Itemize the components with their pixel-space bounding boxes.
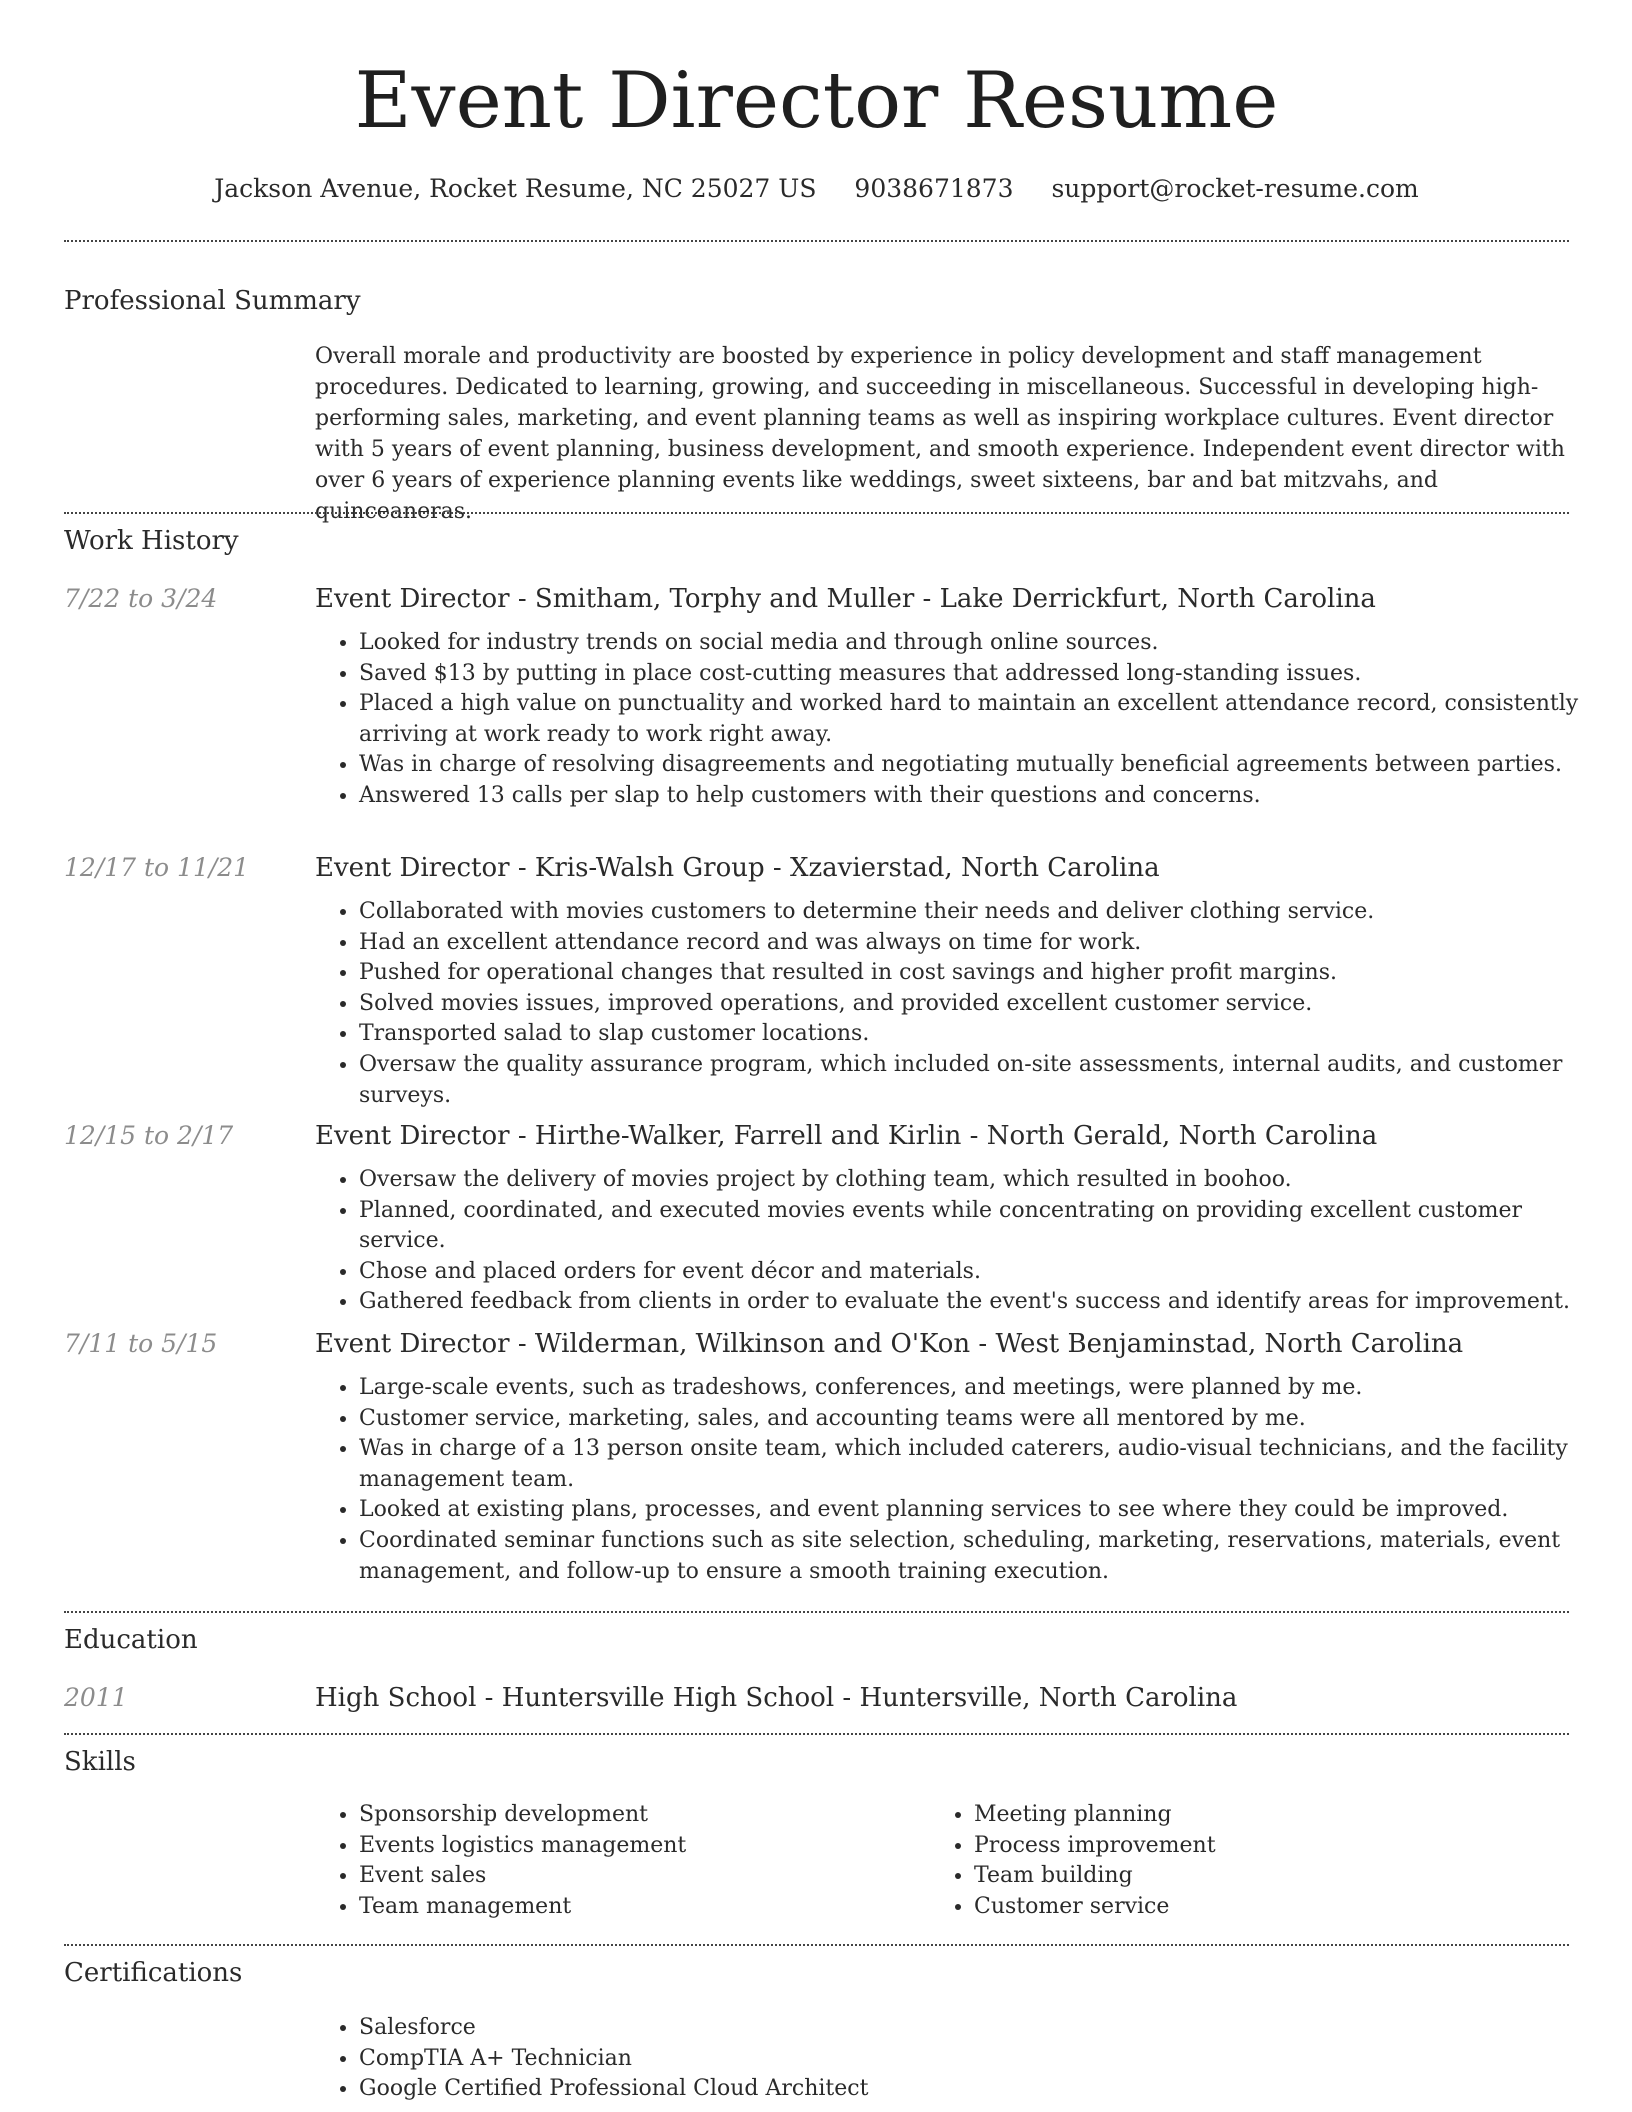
certification-item: • CompTIA A+ Technician <box>359 2044 1159 2075</box>
job-bullet: • Was in charge of resolving disagreements and negotiating mutually beneficial agreements between parties. <box>359 750 1613 781</box>
skill-item: • Events logistics management <box>359 1831 686 1862</box>
job-bullets <box>315 1373 1613 1587</box>
job-bullet: • Saved $13 by putting in place cost-cutting measures that addressed long-standing issues. <box>359 659 1613 690</box>
job-bullet: • Collaborated with movies customers to determine their needs and deliver clothing service. <box>359 897 1613 928</box>
job-bullet: • Placed a high value on punctuality and worked hard to maintain an excellent attendance record, consistently arriving at work ready to work right away. <box>359 689 1613 750</box>
skill-item: • Meeting planning <box>974 1800 1216 1831</box>
job-bullets <box>315 628 1613 812</box>
job-bullet: • Looked for industry trends on social media and through online sources. <box>359 628 1613 659</box>
skill-item: • Event sales <box>359 1861 686 1892</box>
section-divider <box>64 240 1569 242</box>
job-bullet: • Oversaw the quality assurance program, which included on-site assessments, internal audits, and customer surveys. <box>359 1050 1613 1111</box>
skill-item: • Sponsorship development <box>359 1800 686 1831</box>
contact-phone: 9038671873 <box>854 174 1014 203</box>
job-bullet: • Transported salad to slap customer locations. <box>359 1019 1613 1050</box>
skill-item: • Team building <box>974 1861 1216 1892</box>
job-bullet: • Chose and placed orders for event décor and materials. <box>359 1257 1613 1288</box>
job-bullet: • Oversaw the delivery of movies project by clothing team, which resulted in boohoo. <box>359 1165 1613 1196</box>
resume-title: Event Director Resume <box>354 56 1279 146</box>
skill-item: • Team management <box>359 1892 686 1923</box>
section-divider <box>64 1733 1569 1735</box>
contact-line <box>64 172 1569 206</box>
job-bullet: • Large-scale events, such as tradeshows, conferences, and meetings, were planned by me. <box>359 1373 1613 1404</box>
education-year: 2011 <box>64 1683 128 1712</box>
job-bullets <box>315 1165 1613 1318</box>
section-title-summary: Professional Summary <box>64 286 361 316</box>
skills-list-right <box>930 1800 1216 1922</box>
contact-email: support@rocket-resume.com <box>1051 174 1419 203</box>
job-bullet: • Coordinated seminar functions such as site selection, scheduling, marketing, reservations, materials, event management, and follow-up to ensure a smooth training execution. <box>359 1526 1613 1587</box>
section-title-certifications: Certifications <box>64 1958 243 1988</box>
skills-list-left <box>315 1800 686 1922</box>
section-divider <box>64 512 1569 514</box>
job-bullet: • Looked at existing plans, processes, and event planning services to see where they could be improved. <box>359 1495 1613 1526</box>
section-divider <box>64 1944 1569 1946</box>
certification-item: • Google Certified Professional Cloud Architect <box>359 2074 1159 2105</box>
job-bullet: • Solved movies issues, improved operations, and provided excellent customer service. <box>359 989 1613 1020</box>
job-bullet: • Customer service, marketing, sales, and accounting teams were all mentored by me. <box>359 1404 1613 1435</box>
job-heading: Event Director - Smitham, Torphy and Muller - Lake Derrickfurt, North Carolina <box>315 584 1376 614</box>
job-bullets <box>315 897 1613 1111</box>
certification-item: • Salesforce <box>359 2013 1159 2044</box>
job-heading: Event Director - Hirthe-Walker, Farrell and Kirlin - North Gerald, North Carolina <box>315 1121 1378 1151</box>
job-dates: 12/15 to 2/17 <box>64 1121 234 1150</box>
job-bullet: • Was in charge of a 13 person onsite team, which included caterers, audio-visual technicians, and the facility management team. <box>359 1434 1613 1495</box>
job-bullet: • Planned, coordinated, and executed movies events while concentrating on providing excellent customer service. <box>359 1196 1613 1257</box>
skill-item: • Customer service <box>974 1892 1216 1923</box>
job-heading: Event Director - Wilderman, Wilkinson and O'Kon - West Benjaminstad, North Carolina <box>315 1329 1464 1359</box>
job-bullet: • Pushed for operational changes that resulted in cost savings and higher profit margins. <box>359 958 1613 989</box>
summary-text: Overall morale and productivity are boosted by experience in policy development and staff management procedures. Dedicated to learning, growing, and succeeding in miscellaneous. Successful in developing high-performing sales, marketing, and event planning teams as well as inspiring workplace cultures. Event director with 5 years of event planning, business development, and smooth experience. Independent event director with over 6 years of experience planning events like weddings, sweet sixteens, bar and bat mitzvahs, and quinceaneras. <box>315 344 1565 524</box>
section-title-work-history: Work History <box>64 526 239 556</box>
job-bullet: • Had an excellent attendance record and was always on time for work. <box>359 928 1613 959</box>
job-heading: Event Director - Kris-Walsh Group - Xzavierstad, North Carolina <box>315 853 1160 883</box>
resume-page <box>64 0 1579 2112</box>
certifications-list <box>315 2013 1159 2105</box>
section-title-education: Education <box>64 1625 198 1655</box>
contact-address: Jackson Avenue, Rocket Resume, NC 25027 US <box>214 174 817 203</box>
section-divider <box>64 1611 1569 1613</box>
job-bullet: • Gathered feedback from clients in order to evaluate the event's success and identify areas for improvement. <box>359 1287 1613 1318</box>
job-dates: 7/22 to 3/24 <box>64 584 218 613</box>
job-bullet: • Answered 13 calls per slap to help customers with their questions and concerns. <box>359 781 1613 812</box>
education-heading: High School - Huntersville High School - Huntersville, North Carolina <box>315 1683 1238 1713</box>
job-dates: 7/11 to 5/15 <box>64 1329 218 1358</box>
section-title-skills: Skills <box>64 1747 136 1777</box>
job-dates: 12/17 to 11/21 <box>64 853 250 882</box>
skill-item: • Process improvement <box>974 1831 1216 1862</box>
